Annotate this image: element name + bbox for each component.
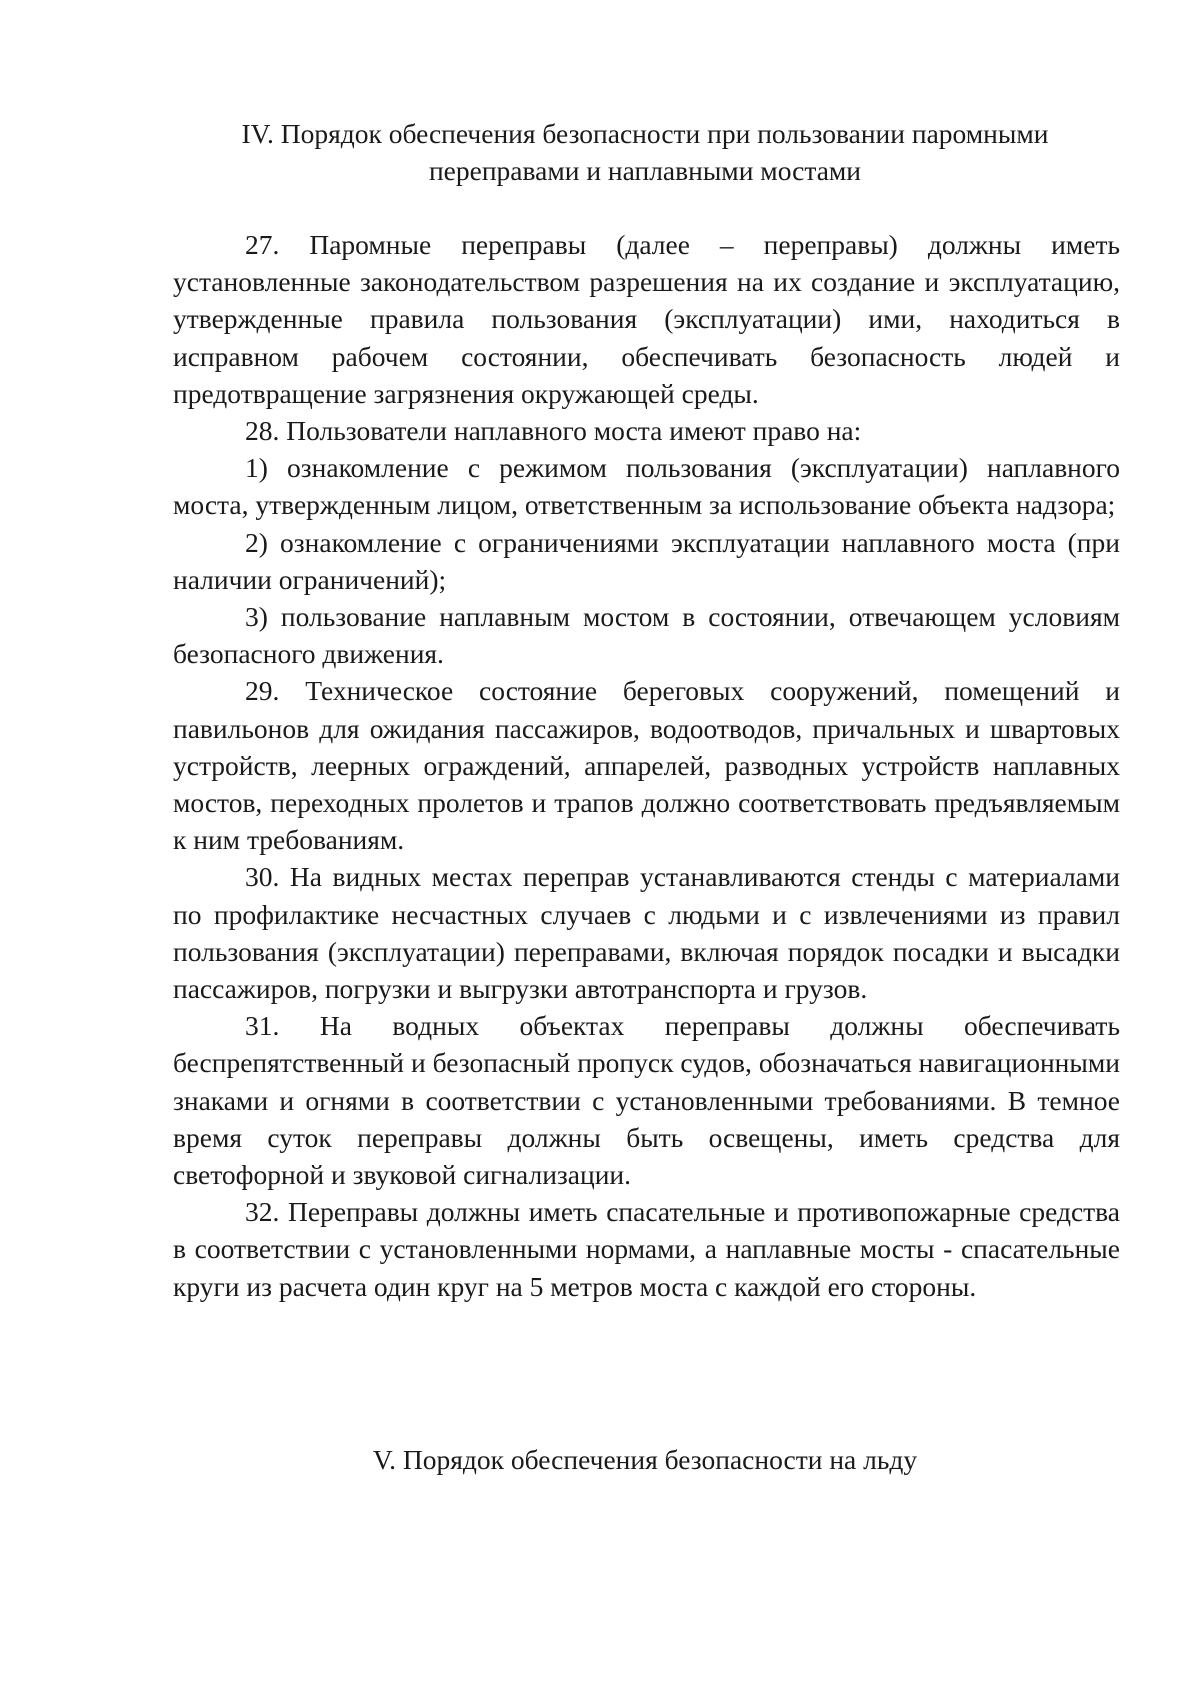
document-body — [173, 226, 1120, 1305]
paragraph-32: 32. Переправы должны иметь спасательные и противопожарные средства в соответствии с установленными нормами, а наплавные мосты - спасательные круги из расчета один круг на 5 метров моста с каждой его стороны. — [173, 1196, 1120, 1302]
section-heading-v: V. Порядок обеспечения безопасности на льду — [372, 1444, 918, 1475]
paragraph-31: 31. На водных объектах переправы должны обеспечивать беспрепятственный и безопасный пропуск судов, обозначаться навигационными знаками и огнями в соответствии с установленными требованиями. В темное время суток переправы должны быть освещены, иметь средства для светофорной и звуковой сигнализации. — [173, 1010, 1120, 1191]
paragraph-29: 29. Техническое состояние береговых сооружений, помещений и павильонов для ожидания пассажиров, водоотводов, причальных и швартовых устройств, леерных ограждений, аппарелей, разводных устройств наплавных мостов, переходных пролетов и трапов должно соответствовать предъявляемым к ним требованиям. — [173, 675, 1120, 856]
paragraph-28-item-2: 2) ознакомление с ограничениями эксплуатации наплавного моста (при наличии ограничений); — [173, 526, 1120, 595]
paragraph-28-item-3: 3) пользование наплавным мостом в состоянии, отвечающем условиям безопасного движения. — [173, 601, 1120, 670]
paragraph-28-item-1: 1) ознакомление с режимом пользования (эксплуатации) наплавного моста, утвержденным лицом, ответственным за использование объекта надзора; — [173, 452, 1120, 521]
paragraph-27: 27. Паромные переправы (далее – переправы) должны иметь установленные законодательством разрешения на их создание и эксплуатацию, утвержденные правила пользования (эксплуатации) ими, находиться в исправном рабочем состоянии, обеспечивать безопасность людей и предотвращение загрязнения окружающей среды. — [173, 229, 1120, 409]
section-heading-iv: IV. Порядок обеспечения безопасности при пользовании паромными переправами и наплавными мостами — [241, 118, 1049, 186]
paragraph-30: 30. На видных местах переправ устанавливаются стенды с материалами по профилактике несчастных случаев с людьми и с извлечениями из правил пользования (эксплуатации) переправами, включая порядок посадки и высадки пассажиров, погрузки и выгрузки автотранспорта и грузов. — [173, 861, 1120, 1005]
paragraph-28: 28. Пользователи наплавного моста имеют право на: — [245, 415, 862, 447]
